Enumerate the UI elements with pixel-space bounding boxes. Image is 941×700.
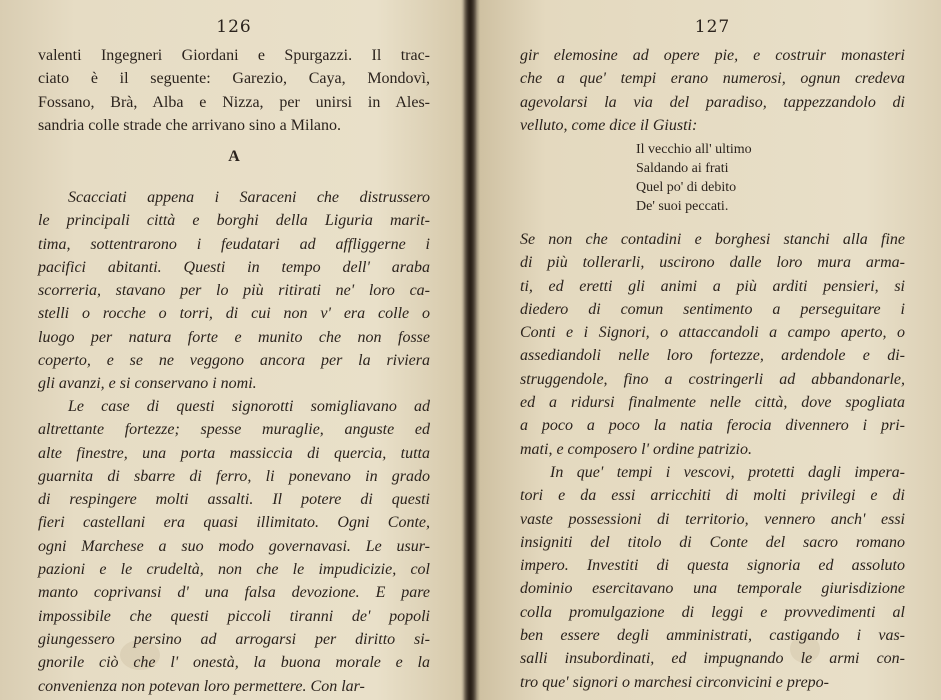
text-line: Scacciati appena i Saraceni che distrussero [68,189,430,206]
text-line: alte finestre, una porta massiccia di quercia, tutta [38,444,430,462]
quoted-poem [636,140,752,216]
left-intro-paragraph [38,44,430,137]
text-line: salli insubordinati, ed impugnando le armi con- [520,650,905,668]
text-line: coperto, e se ne veggono ancora per la riviera [38,352,430,370]
text-line: luogo per natura forte e munito che non fosse [38,328,430,346]
section-letter: A [228,148,240,165]
text-line: ben essere degli amministrati, castigando i vas- [520,627,905,645]
text-line: gnorile ciò che l' onestà, la buona morale e la [38,654,430,672]
text-line: tima, sottentrarono i feudatari ad affliggerne i [38,235,430,253]
text-line: di respingere molti assalti. Il potere di questi [38,491,430,509]
book-gutter [463,0,477,700]
right-paragraph-1 [520,44,905,137]
text-line: ed a ridursi finalmente nelle città, dove spogliata [520,394,905,412]
left-page [38,0,430,700]
text-line: che a que' tempi erano numerosi, ognun credeva [520,70,905,88]
left-paragraph-2 [38,395,430,698]
text-line: impero. Investiti di questa signoria ed assoluto [520,557,905,575]
text-line: De' suoi peccati. [636,199,729,214]
text-line: mati, e composero l' ordine patrizio. [520,440,752,458]
text-line: pazioni e le crudeltà, non che le impudicizie, col [38,561,430,579]
text-line: tro que' signori o marchesi circonvicini e prepo- [520,673,829,691]
text-line: valenti Ingegneri Giordani e Spurgazzi. Il trac- [38,47,430,64]
text-line: struggendole, fino a costringerli ad abbandonarle, [520,370,905,388]
text-line: altrettante fortezze; spesse muraglie, anguste ed [38,421,430,439]
page-number-left: 126 [216,17,252,37]
text-line: stelli o rocche o torri, di cui non v' era colle o [38,305,430,323]
text-line: giungessero persino ad arrogarsi per diritto si- [38,630,430,648]
text-line: velluto, come dice il Giusti: [520,116,698,134]
text-line: fieri castellani era quasi illimitato. Ogni Conte, [38,514,430,532]
text-line: tori e da essi arricchiti di molti privilegi e di [520,487,905,505]
text-line: ogni Marchese a suo modo governavasi. Le usur- [38,537,430,555]
text-line: le principali città e borghi della Liguria marit- [38,212,430,230]
text-line: agevolarsi la via del paradiso, tappezzandolo di [520,93,905,111]
text-line: dominio esercitavano una temporale giurisdizione [520,580,905,598]
right-paragraph-2 [520,228,905,461]
text-line: Se non che contadini e borghesi stanchi alla fine [520,231,905,248]
text-line: gir elemosine ad opere pie, e costruir monasteri [520,47,905,64]
text-line: Fossano, Brà, Alba e Nizza, per unirsi in Ales- [38,93,430,111]
text-line: In que' tempi i vescovi, protetti dagli impera- [550,464,905,481]
text-line: Conti e i Signori, o attaccandoli a campo aperto, o [520,324,905,342]
text-line: impossibile che questi piccoli tiranni de' popoli [38,607,430,625]
text-line: Saldando ai frati [636,161,729,176]
text-line: scorreria, stavano per lo più ritirati ne' loro ca- [38,282,430,300]
text-line: di più tollerarli, uscirono dalle loro mura arma- [520,254,905,272]
text-line: sandria colle strade che arrivano sino a Milano. [38,116,341,134]
text-line: ciato è il seguente: Garezio, Caya, Mondovì, [38,70,430,88]
right-paragraph-3 [520,461,905,694]
text-line: a poco a poco la natia ferocia divennero i pri- [520,417,905,435]
text-line: insigniti del titolo di Conte del sacro romano [520,533,905,551]
text-line: guarnita di sbarre di ferro, li ponevano in grado [38,467,430,485]
right-page [520,0,905,700]
text-line: Le case di questi signorotti somigliavano ad [68,398,430,415]
text-line: gli avanzi, e si conservano i nomi. [38,375,257,393]
text-line: colla promulgazione di leggi e provvedimenti al [520,603,905,621]
text-line: convenienza non potevan loro permettere. Con lar- [38,677,365,695]
text-line: pacifici abitanti. Questi in tempo dell' araba [38,258,430,276]
text-line: Il vecchio all' ultimo [636,142,752,157]
left-paragraph-1 [38,186,430,396]
text-line: assediandoli nelle loro fortezze, ardendole e di- [520,347,905,365]
text-line: manto coprivansi d' una falsa devozione. E pare [38,584,430,602]
text-line: ti, ed eretti gli animi a più arditi pensieri, si [520,277,905,295]
text-line: vaste possessioni di territorio, vennero anch' essi [520,510,905,528]
text-line: diedero di comun sentimento a perseguitare i [520,300,905,318]
page-number-right: 127 [694,17,731,37]
text-line: Quel po' di debito [636,180,737,195]
